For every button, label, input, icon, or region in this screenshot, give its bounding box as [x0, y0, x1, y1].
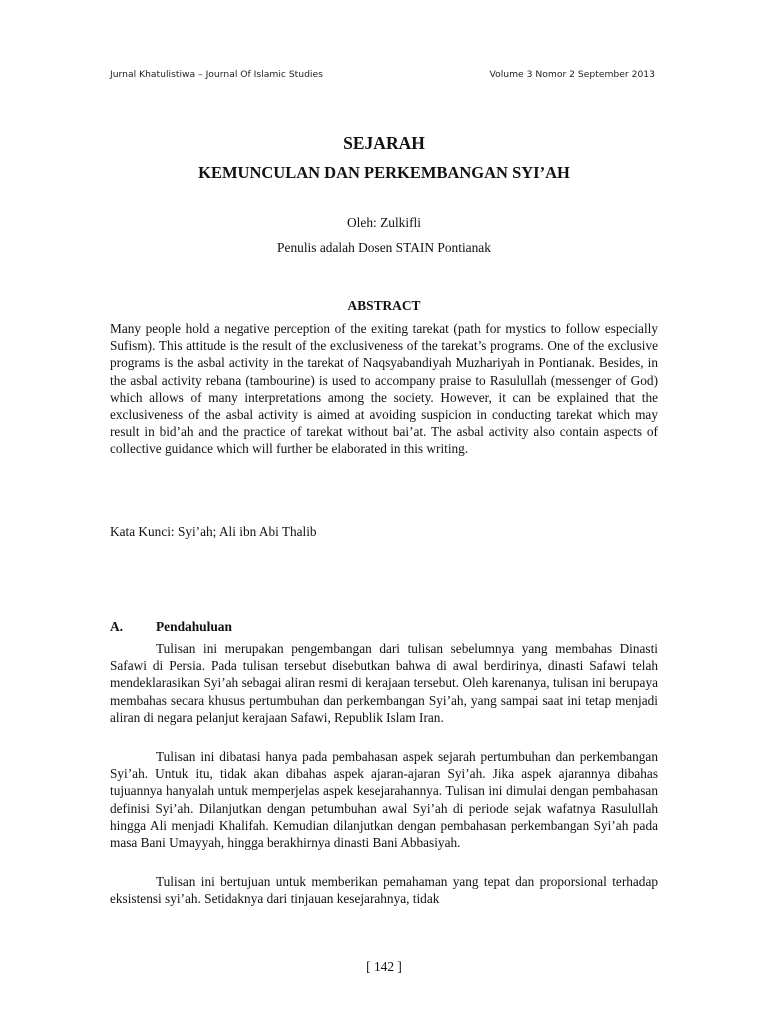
paragraph: Tulisan ini bertujuan untuk memberikan pemahaman yang tepat dan proporsional terhadap eksistensi syi’ah. Setidaknya dari tinjauan kesejarahnya, tidak — [110, 874, 658, 907]
abstract-heading: ABSTRACT — [347, 298, 421, 313]
volume-info: Volume 3 Nomor 2 September 2013 — [489, 69, 655, 80]
journal-name: Jurnal Khatulistiwa – Journal Of Islamic Studies — [110, 69, 323, 80]
page-number: [ 142 ] — [366, 959, 402, 974]
section-heading — [110, 619, 232, 635]
article-title-sub: KEMUNCULAN DAN PERKEMBANGAN SYI’AH — [198, 163, 570, 182]
section-number: A. — [110, 619, 124, 634]
author-affiliation: Penulis adalah Dosen STAIN Pontianak — [277, 240, 491, 255]
article-title-main: SEJARAH — [343, 133, 425, 153]
paragraph: Tulisan ini dibatasi hanya pada pembahasan aspek sejarah pertumbuhan dan perkembangan Syi’ah. Untuk itu, tidak akan dibahas aspek ajaran-ajaran Syi’ah. Jika aspek ajarannya dibahas tujuannya hanyalah untuk memperjelas aspek kesejarahannya. Tulisan ini dimulai dengan pembahasan definisi Syi’ah. Dilanjutkan dengan petumbuhan awal Syi’ah di periode sejak wafatnya Rasulullah hingga Ali menjadi Khalifah. Kemudian dilanjutkan dengan pembahasan perkembangan Syi’ah pada masa Bani Umayyah, hingga berakhirnya dinasti Bani Abbasiyah. — [110, 749, 658, 851]
abstract-text: Many people hold a negative perception of the exiting tarekat (path for mystics to follow especially Sufism). This attitude is the result of the exclusiveness of the tarekat’s programs. One of the exclusive programs is the asbal activity in the tarekat of Naqsyabandiyah Muzhariyah in Pontianak. Besides, in the asbal activity rebana (tambourine) is used to accompany praise to Rasulullah (messenger of God) which allows of many interpretations among the society. However, it can be explained that the exclusiveness of the asbal activity is aimed at avoiding suspicion in conducting tarekat which may result in bid’ah and the practice of tarekat without bai’at. The asbal activity also contain aspects of collective guidance which will further be elaborated in this writing. — [110, 321, 658, 457]
author-name: Oleh: Zulkifli — [346, 215, 421, 230]
running-header — [110, 69, 655, 80]
keywords: Kata Kunci: Syi’ah; Ali ibn Abi Thalib — [110, 524, 317, 539]
section-title: Pendahuluan — [156, 619, 232, 634]
paragraph: Tulisan ini merupakan pengembangan dari tulisan sebelumnya yang membahas Dinasti Safawi di Persia. Pada tulisan tersebut disebutkan bahwa di awal berdirinya, dinasti Safawi telah mendeklarasikan Syi’ah sebagai aliran resmi di kerajaan tersebut. Oleh karenanya, tulisan ini berupaya membahas secara khusus pertumbuhan dan perkembangan Syi’ah, yang sampai saat ini tetap menjadi aliran di negara pelanjut kerajaan Safawi, Republik Islam Iran. — [110, 641, 658, 725]
